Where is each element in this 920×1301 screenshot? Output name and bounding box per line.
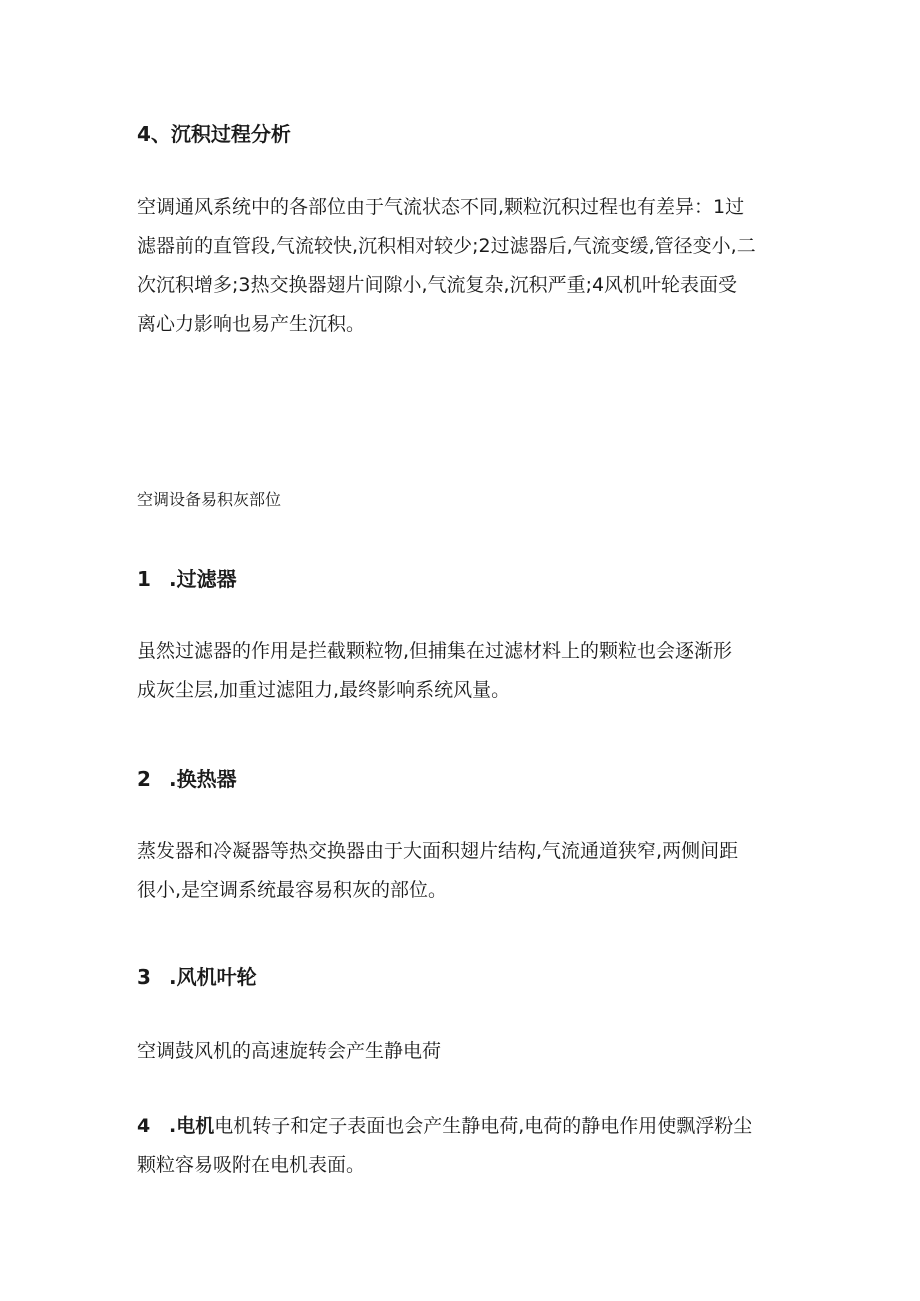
subtitle: 空调设备易积灰部位 (137, 490, 282, 509)
item-inline-text: 电机转子和定子表面也会产生静电荷,电荷的静电作用使飘浮粉尘 (214, 1115, 753, 1137)
item-heading (137, 564, 237, 594)
paragraph-line: 滤器前的直管段,气流较快,沉积相对较少;2过滤器后,气流变缓,管径变小,二 (137, 235, 756, 257)
item-heading (137, 764, 237, 794)
paragraph-line: 成灰尘层,加重过滤阻力,最终影响系统风量。 (137, 679, 511, 701)
item-title: .换热器 (169, 767, 237, 791)
item-number: 1 (137, 567, 151, 591)
paragraph-line: 空调通风系统中的各部位由于气流状态不同,颗粒沉积过程也有差异：1过 (137, 196, 745, 218)
item-title: .风机叶轮 (169, 965, 257, 989)
item-paragraph (137, 632, 792, 710)
item-number: 2 (137, 767, 151, 791)
item-paragraph (137, 832, 792, 910)
paragraph-line: 次沉积增多;3热交换器翅片间隙小,气流复杂,沉积严重;4风机叶轮表面受 (137, 274, 738, 296)
item-title: .电机 (169, 1115, 215, 1137)
paragraph-line: 蒸发器和冷凝器等热交换器由于大面积翅片结构,气流通道狭窄,两侧间距 (137, 840, 739, 862)
section-paragraph (137, 188, 792, 344)
item-number: 3 (137, 965, 151, 989)
paragraph-line: 很小,是空调系统最容易积灰的部位。 (137, 879, 448, 901)
paragraph-line: 颗粒容易吸附在电机表面。 (137, 1154, 366, 1176)
paragraph-line: 离心力影响也易产生沉积。 (137, 313, 366, 335)
section-heading: 4、沉积过程分析 (137, 122, 291, 146)
item-heading (137, 962, 257, 992)
item-first-line (137, 1107, 792, 1146)
item-paragraph (137, 1032, 792, 1071)
item-number: 4 (137, 1115, 151, 1137)
item-heading (137, 1115, 214, 1137)
paragraph-line: 空调鼓风机的高速旋转会产生静电荷 (137, 1040, 442, 1062)
paragraph-line: 虽然过滤器的作用是拦截颗粒物,但捕集在过滤材料上的颗粒也会逐渐形 (137, 640, 733, 662)
item-title: .过滤器 (169, 567, 237, 591)
item-paragraph (137, 1107, 792, 1185)
